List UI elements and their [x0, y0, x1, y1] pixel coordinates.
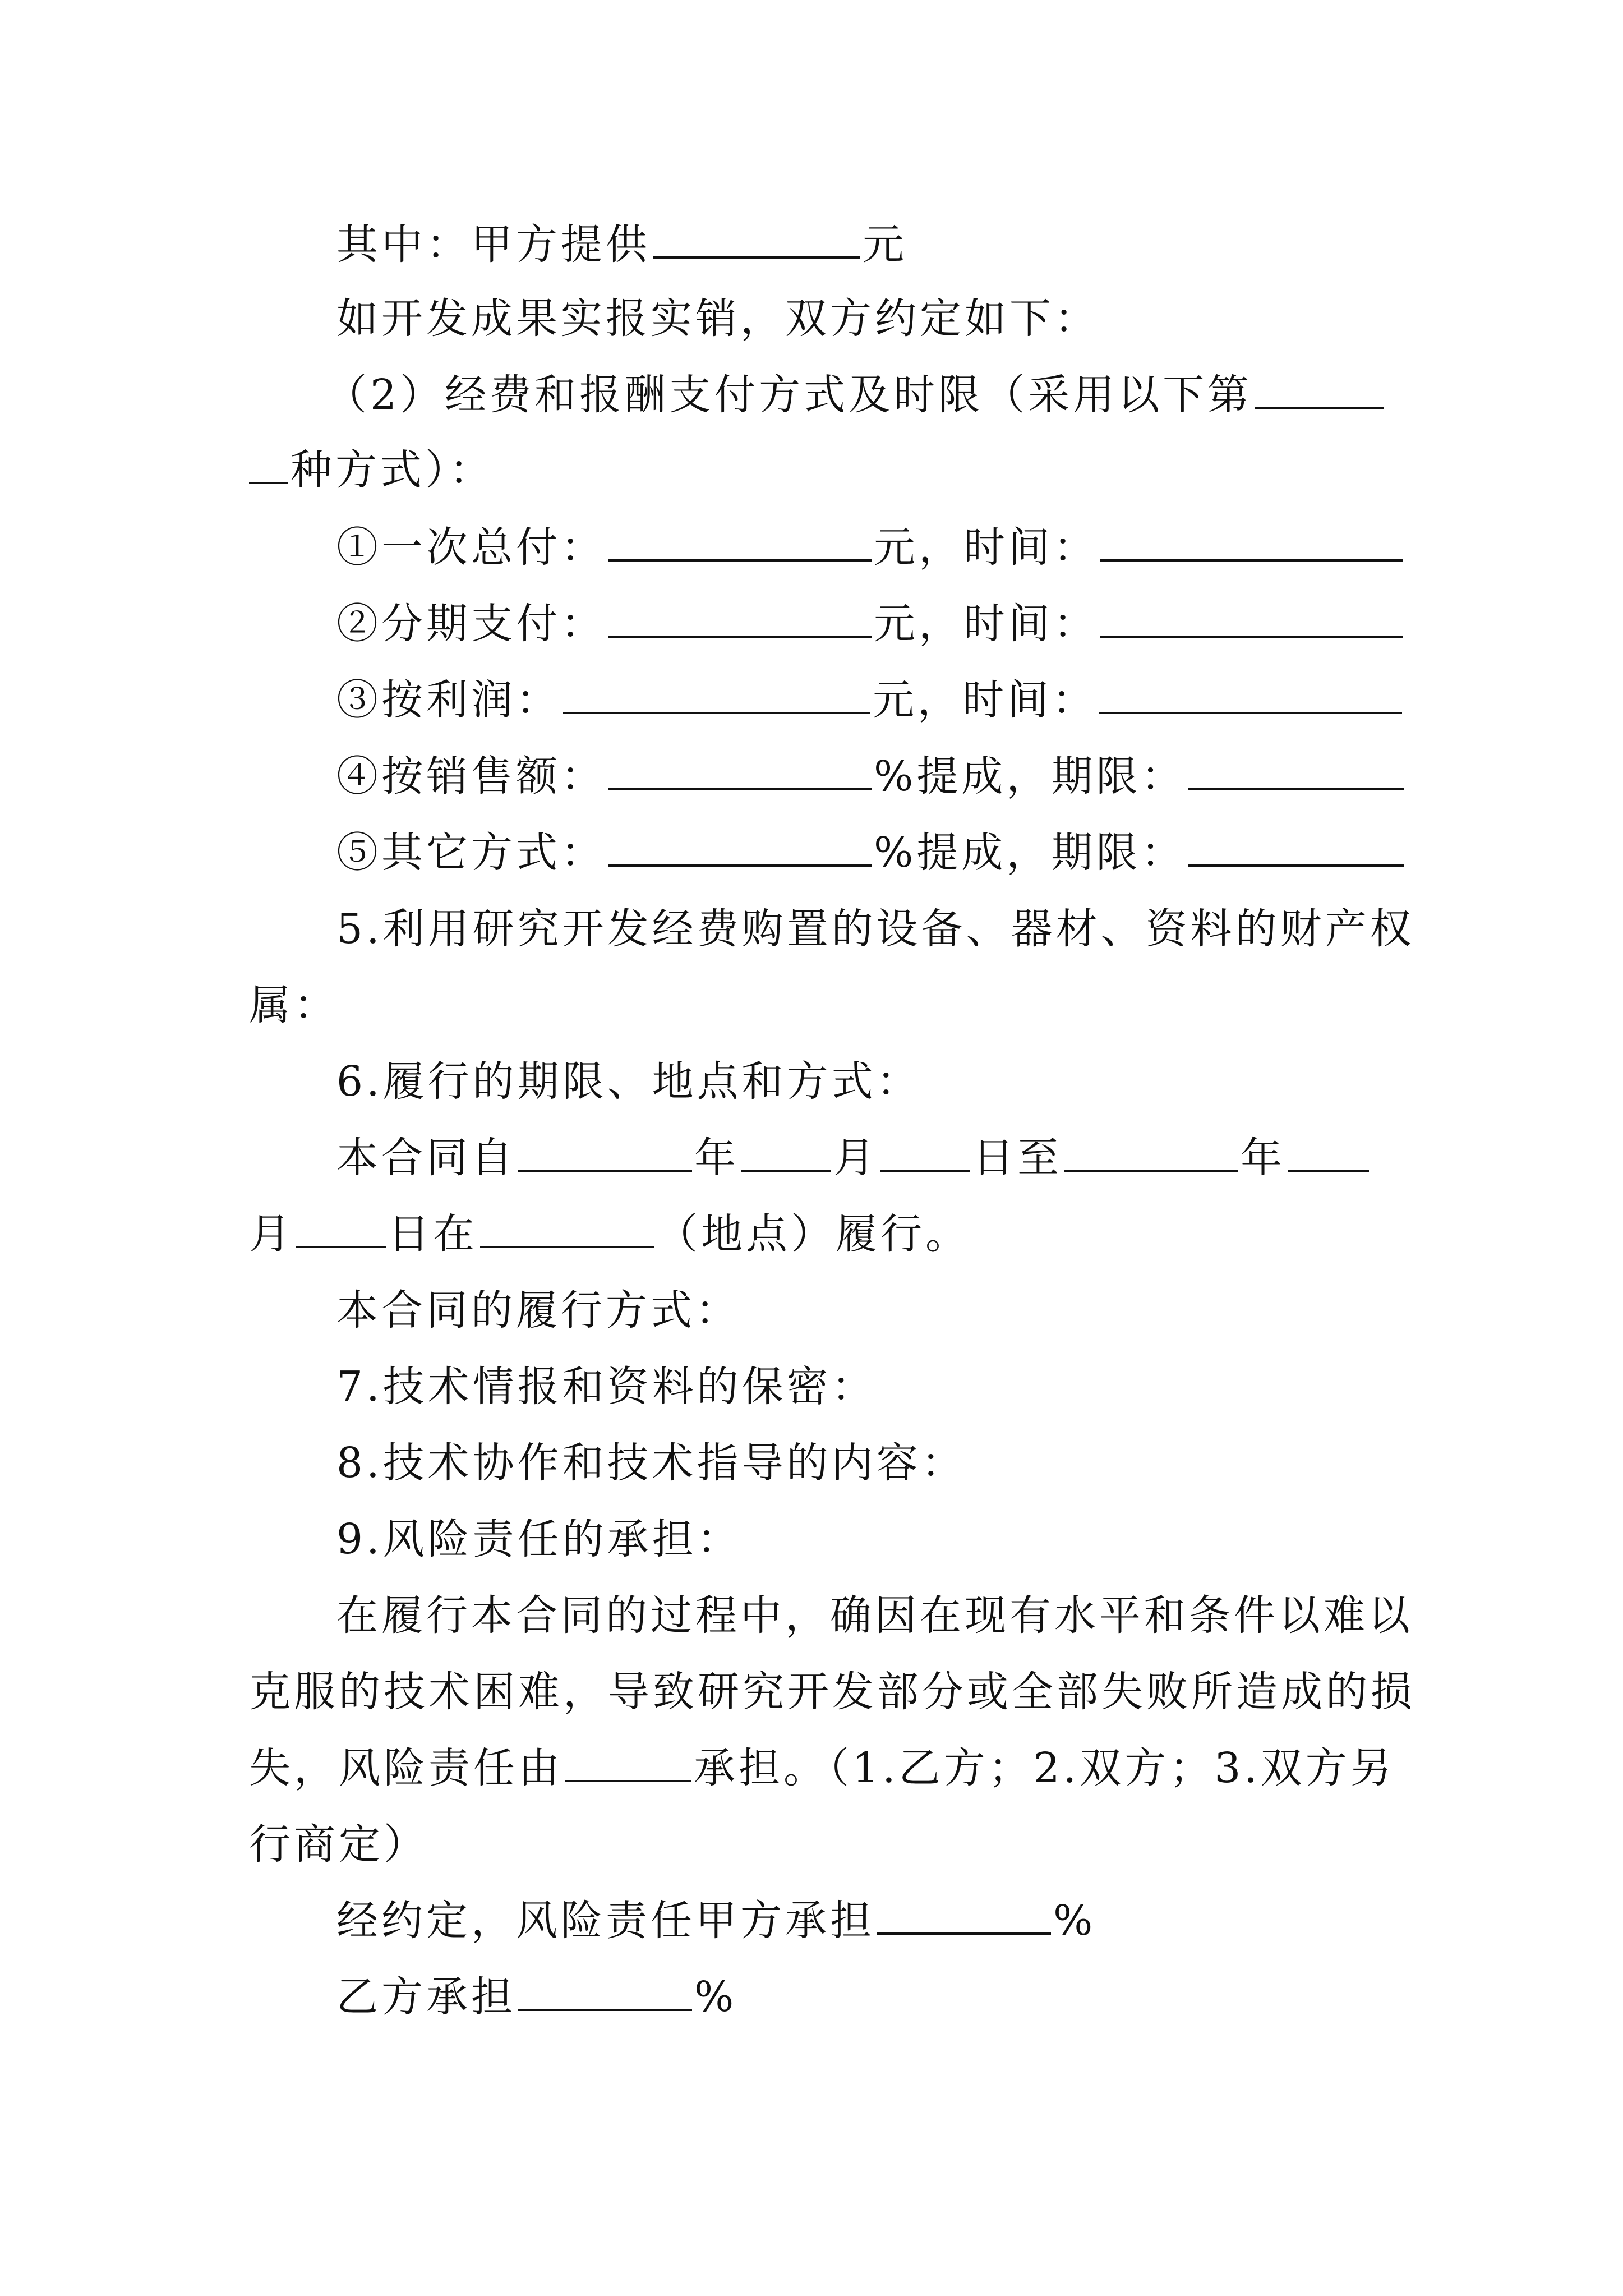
risk-paragraph-line1: 在履行本合同的过程中，确因在现有水平和条件以难以 [336, 1591, 1413, 1640]
start-day-label: 日至 [972, 1134, 1062, 1182]
party-b-risk-prefix: 乙方承担 [336, 1973, 516, 2021]
party-b-risk-percent-blank[interactable] [518, 1972, 692, 2011]
risk-paragraph-line3 [249, 1741, 1395, 1795]
lump-sum-time-blank[interactable] [1100, 522, 1403, 562]
other-method-line [336, 826, 1406, 880]
installment-line [336, 597, 1405, 651]
profit-label: ③按利润： [336, 676, 561, 724]
payment-method-cont-line [249, 443, 494, 497]
sales-percent-blank[interactable] [608, 751, 872, 790]
profit-line [336, 673, 1404, 727]
end-day-blank[interactable] [296, 1209, 386, 1248]
installment-label: ②分期支付： [336, 600, 606, 648]
profit-unit: 元，时间： [873, 676, 1097, 724]
other-method-label: ⑤其它方式： [336, 829, 606, 877]
sales-period-blank[interactable] [1188, 751, 1404, 790]
funding-share-prefix: 其中：甲方提供 [336, 220, 651, 269]
risk-party-prefix: 失，风险责任由 [249, 1744, 563, 1792]
risk-heading: 9.风险责任的承担： [336, 1515, 742, 1563]
sales-line [336, 749, 1406, 803]
payment-method-prefix: （2）经费和报酬支付方式及时限（采用以下第 [325, 371, 1253, 419]
start-month-blank[interactable] [741, 1133, 831, 1172]
payment-method-cont: 种方式）： [291, 446, 494, 494]
term-line [336, 1131, 1371, 1185]
performance-method-line: 本合同的履行方式： [336, 1286, 740, 1335]
funding-share-suffix: 元 [863, 220, 907, 269]
payment-method-choice-blank-cont[interactable] [249, 445, 288, 484]
lump-sum-line [336, 521, 1405, 574]
installment-amount-blank[interactable] [608, 599, 872, 638]
risk-paragraph-line4: 行商定） [249, 1820, 428, 1869]
profit-amount-blank[interactable] [563, 675, 870, 714]
start-year-blank[interactable] [518, 1133, 692, 1172]
party-a-risk-percent-blank[interactable] [877, 1895, 1051, 1935]
party-b-risk-suffix: % [694, 1973, 737, 2021]
end-year-blank[interactable] [1064, 1133, 1238, 1172]
confidentiality-line: 7.技术情报和资料的保密： [336, 1363, 877, 1411]
end-day-label: 日在 [388, 1210, 478, 1258]
performance-heading: 6.履行的期限、地点和方式： [336, 1057, 921, 1106]
profit-time-blank[interactable] [1099, 675, 1402, 714]
property-rights-line2: 属： [249, 981, 339, 1029]
installment-time-blank[interactable] [1100, 599, 1403, 638]
reimbursement-line: 如开发成果实报实销，双方约定如下： [336, 295, 1099, 343]
lump-sum-unit: 元，时间： [874, 523, 1098, 572]
funding-amount-blank[interactable] [653, 219, 860, 259]
payment-method-choice-blank[interactable] [1255, 370, 1384, 409]
term-line-cont [249, 1207, 970, 1261]
other-method-period-blank[interactable] [1188, 827, 1404, 867]
risk-paragraph-line2: 克服的技术困难，导致研究开发部分或全部失败所造成的损 [249, 1668, 1415, 1716]
payment-method-line [325, 368, 1386, 422]
party-b-risk-line [336, 1970, 737, 2024]
installment-unit: 元，时间： [874, 600, 1098, 648]
start-month-label: 月 [833, 1134, 878, 1182]
party-a-risk-prefix: 经约定，风险责任甲方承担 [336, 1897, 875, 1945]
start-year-label: 年 [694, 1134, 739, 1182]
other-method-percent-blank[interactable] [608, 827, 872, 867]
risk-party-suffix: 承担。（1.乙方；2.双方；3.双方另 [694, 1744, 1395, 1792]
end-month-label: 月 [249, 1210, 294, 1258]
funding-share-line [336, 218, 907, 272]
party-a-risk-line [336, 1894, 1096, 1948]
end-month-blank-start[interactable] [1288, 1133, 1369, 1172]
other-method-unit: %提成，期限： [874, 829, 1186, 877]
location-label: （地点）履行。 [656, 1210, 970, 1258]
lump-sum-amount-blank[interactable] [608, 522, 872, 562]
lump-sum-label: ①一次总付： [336, 523, 606, 572]
term-from-label: 本合同自 [336, 1134, 516, 1182]
sales-unit: %提成，期限： [874, 752, 1186, 800]
location-blank[interactable] [480, 1209, 654, 1248]
sales-label: ④按销售额： [336, 752, 606, 800]
party-a-risk-suffix: % [1053, 1897, 1096, 1945]
risk-party-blank[interactable] [565, 1743, 691, 1782]
property-rights-line1: 5.利用研究开发经费购置的设备、器材、资料的财产权 [336, 905, 1415, 953]
technical-guidance-line: 8.技术协作和技术指导的内容： [336, 1439, 966, 1487]
end-year-label: 年 [1241, 1134, 1285, 1182]
start-day-blank[interactable] [880, 1133, 970, 1172]
